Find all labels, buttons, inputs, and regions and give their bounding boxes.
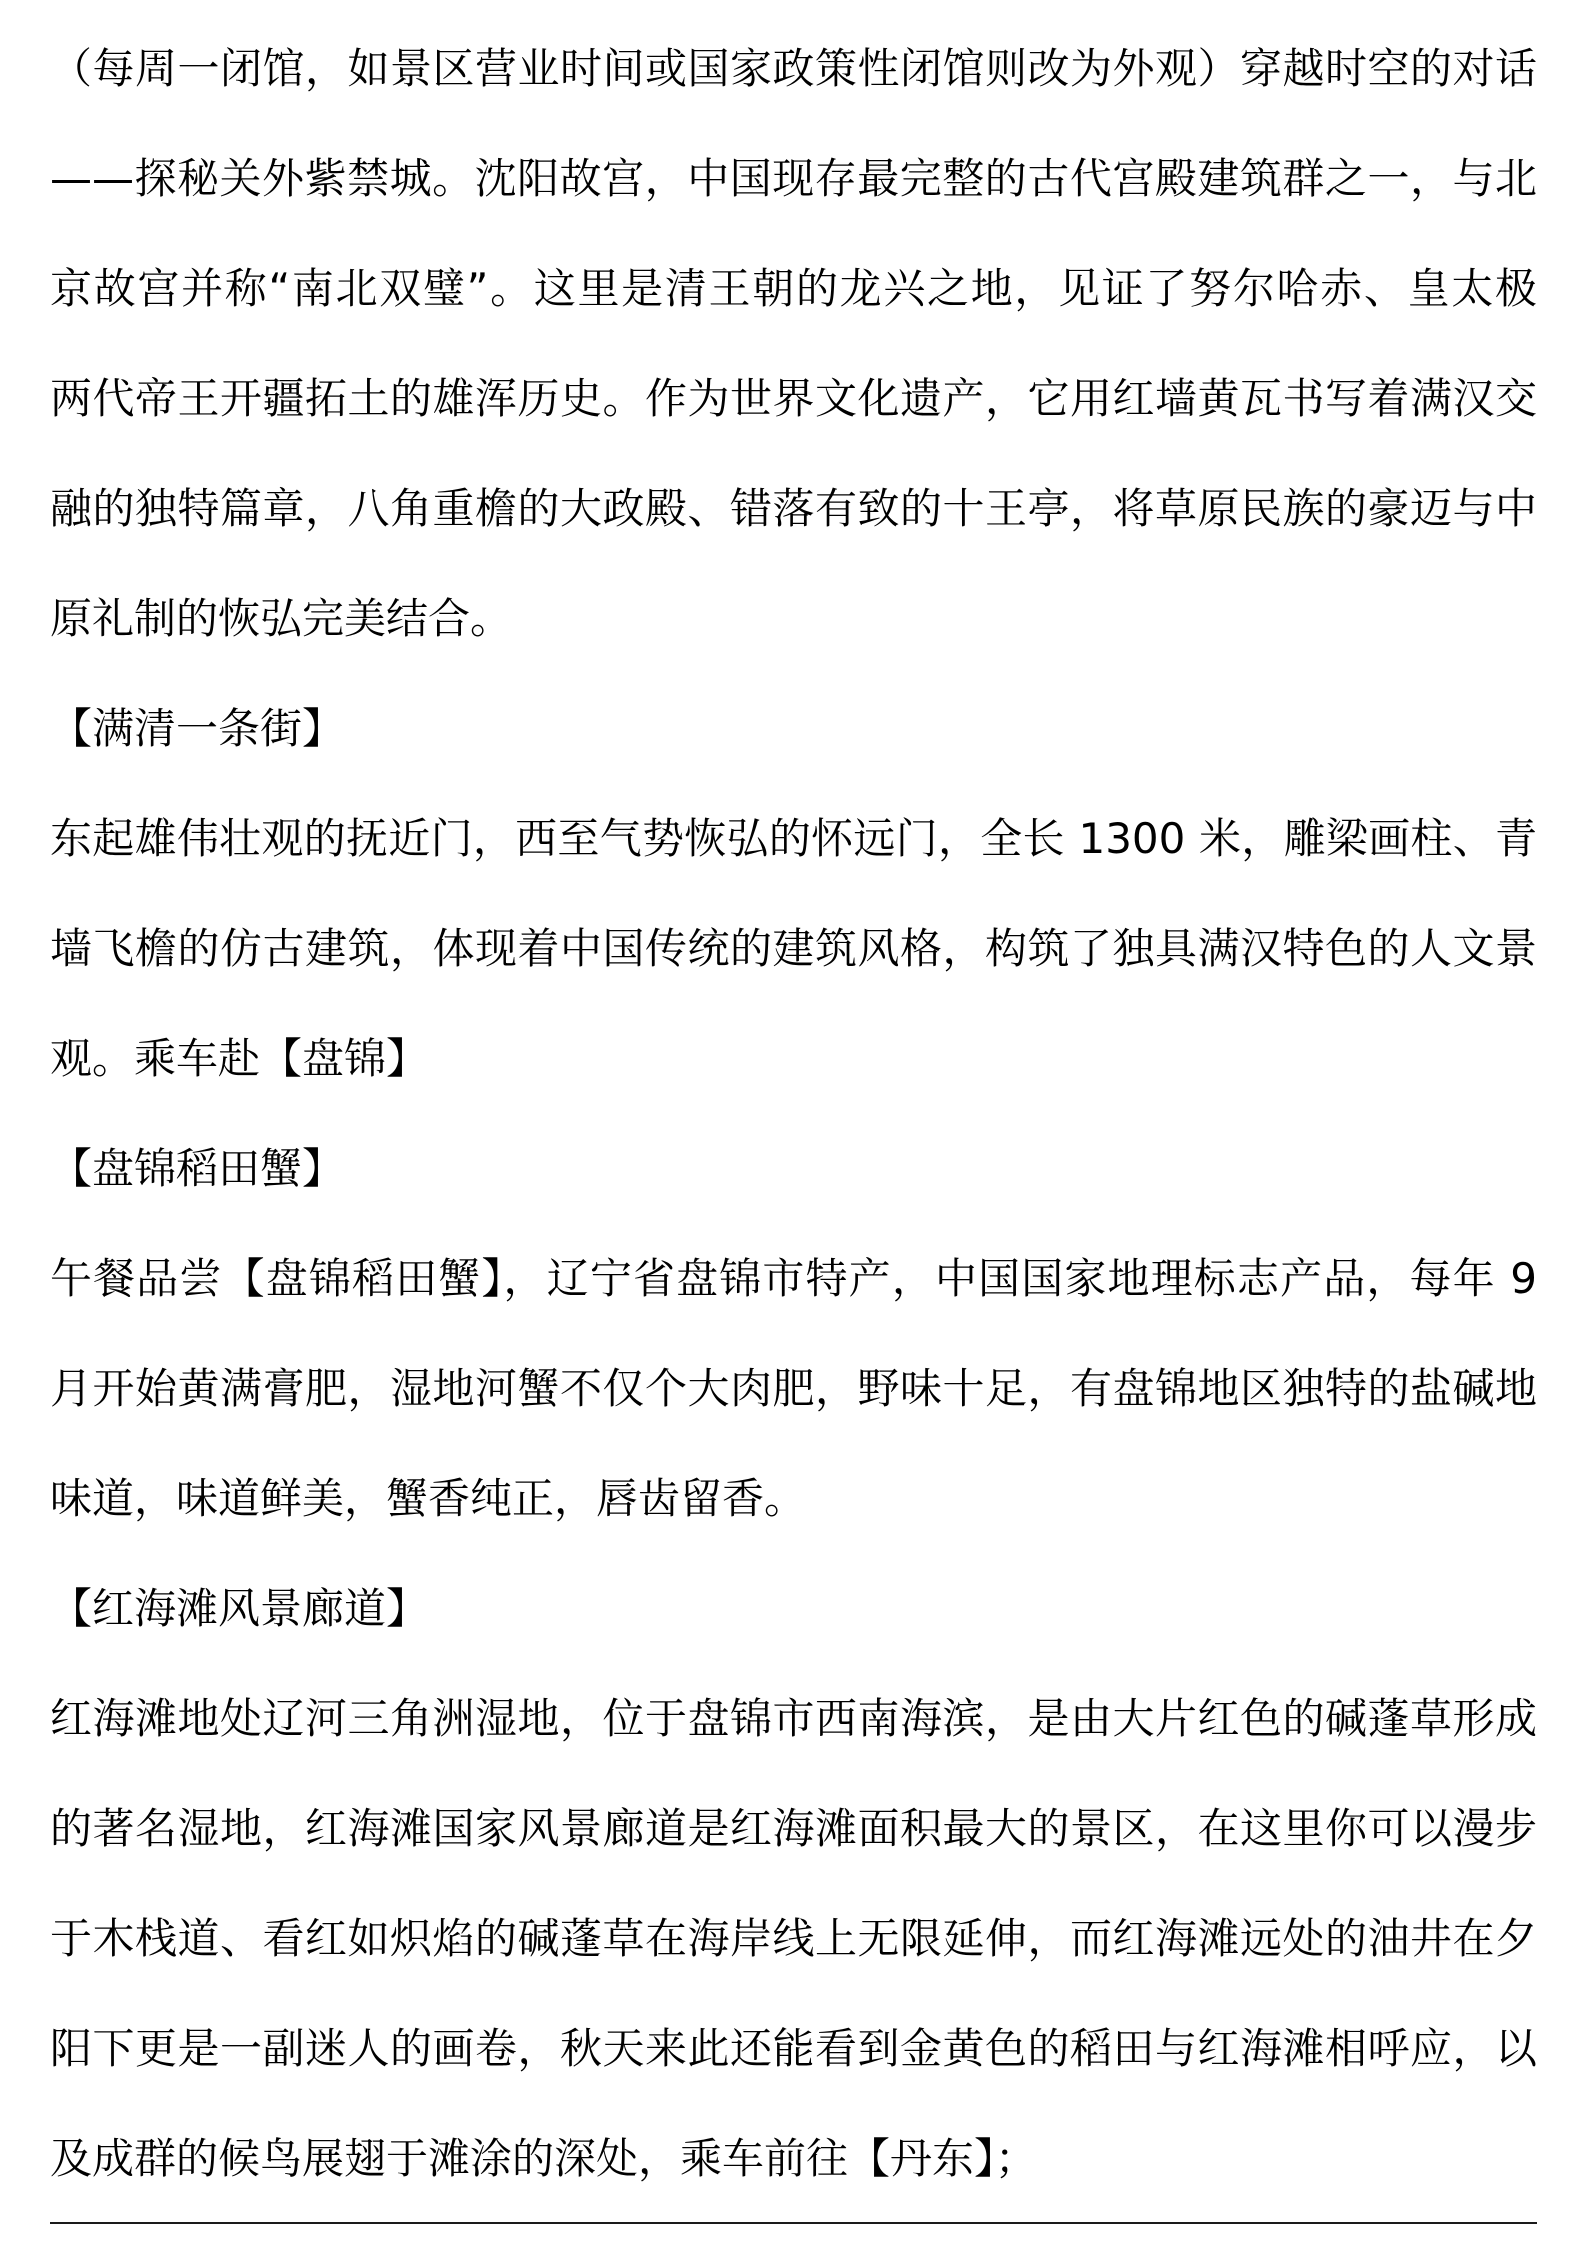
section-heading: 【盘锦稻田蟹】 bbox=[50, 1144, 345, 1193]
section-manqing-street bbox=[50, 674, 1537, 1114]
section-line: 及成群的候鸟展翅于滩涂的深处，乘车前往【丹东】； bbox=[50, 2134, 1038, 2183]
section-heading: 【红海滩风景廊道】 bbox=[50, 1584, 429, 1633]
section-line: 于木栈道、看红如炽焰的碱蓬草在海岸线上无限延伸，而红海滩远处的油井在夕 bbox=[50, 1914, 1537, 1963]
document-page bbox=[50, 14, 1537, 2214]
intro-line: （每周一闭馆，如景区营业时间或国家政策性闭馆则改为外观）穿越时空的对话 bbox=[50, 44, 1537, 93]
section-line: 观。乘车赴【盘锦】 bbox=[50, 1034, 429, 1083]
section-line: 月开始黄满膏肥，湿地河蟹不仅个大肉肥，野味十足，有盘锦地区独特的盐碱地 bbox=[50, 1364, 1537, 1413]
section-red-beach-corridor bbox=[50, 1554, 1537, 2214]
intro-line: 京故宫并称“南北双璧”。这里是清王朝的龙兴之地，见证了努尔哈赤、皇太极 bbox=[50, 264, 1537, 313]
section-line: 味道，味道鲜美，蟹香纯正，唇齿留香。 bbox=[50, 1474, 807, 1523]
section-heading: 【满清一条街】 bbox=[50, 704, 345, 753]
section-line: 红海滩地处辽河三角洲湿地，位于盘锦市西南海滨，是由大片红色的碱蓬草形成 bbox=[50, 1694, 1537, 1743]
page-divider bbox=[50, 2222, 1537, 2224]
section-line: 墙飞檐的仿古建筑，体现着中国传统的建筑风格，构筑了独具满汉特色的人文景 bbox=[50, 924, 1537, 973]
section-line: 的著名湿地，红海滩国家风景廊道是红海滩面积最大的景区，在这里你可以漫步 bbox=[50, 1804, 1537, 1853]
section-panjin-crab bbox=[50, 1114, 1537, 1554]
intro-line: 原礼制的恢弘完美结合。 bbox=[50, 594, 513, 643]
section-line: 午餐品尝【盘锦稻田蟹】，辽宁省盘锦市特产，中国国家地理标志产品，每年 9 bbox=[50, 1254, 1537, 1303]
section-line: 东起雄伟壮观的抚近门，西至气势恢弘的怀远门，全长 1300 米，雕梁画柱、青 bbox=[50, 814, 1537, 863]
intro-line: 融的独特篇章，八角重檐的大政殿、错落有致的十王亭，将草原民族的豪迈与中 bbox=[50, 484, 1537, 533]
intro-line: ——探秘关外紫禁城。沈阳故宫，中国现存最完整的古代宫殿建筑群之一，与北 bbox=[50, 154, 1537, 203]
intro-line: 两代帝王开疆拓土的雄浑历史。作为世界文化遗产，它用红墙黄瓦书写着满汉交 bbox=[50, 374, 1537, 423]
section-line: 阳下更是一副迷人的画卷，秋天来此还能看到金黄色的稻田与红海滩相呼应，以 bbox=[50, 2024, 1537, 2073]
intro-paragraph bbox=[50, 14, 1537, 674]
